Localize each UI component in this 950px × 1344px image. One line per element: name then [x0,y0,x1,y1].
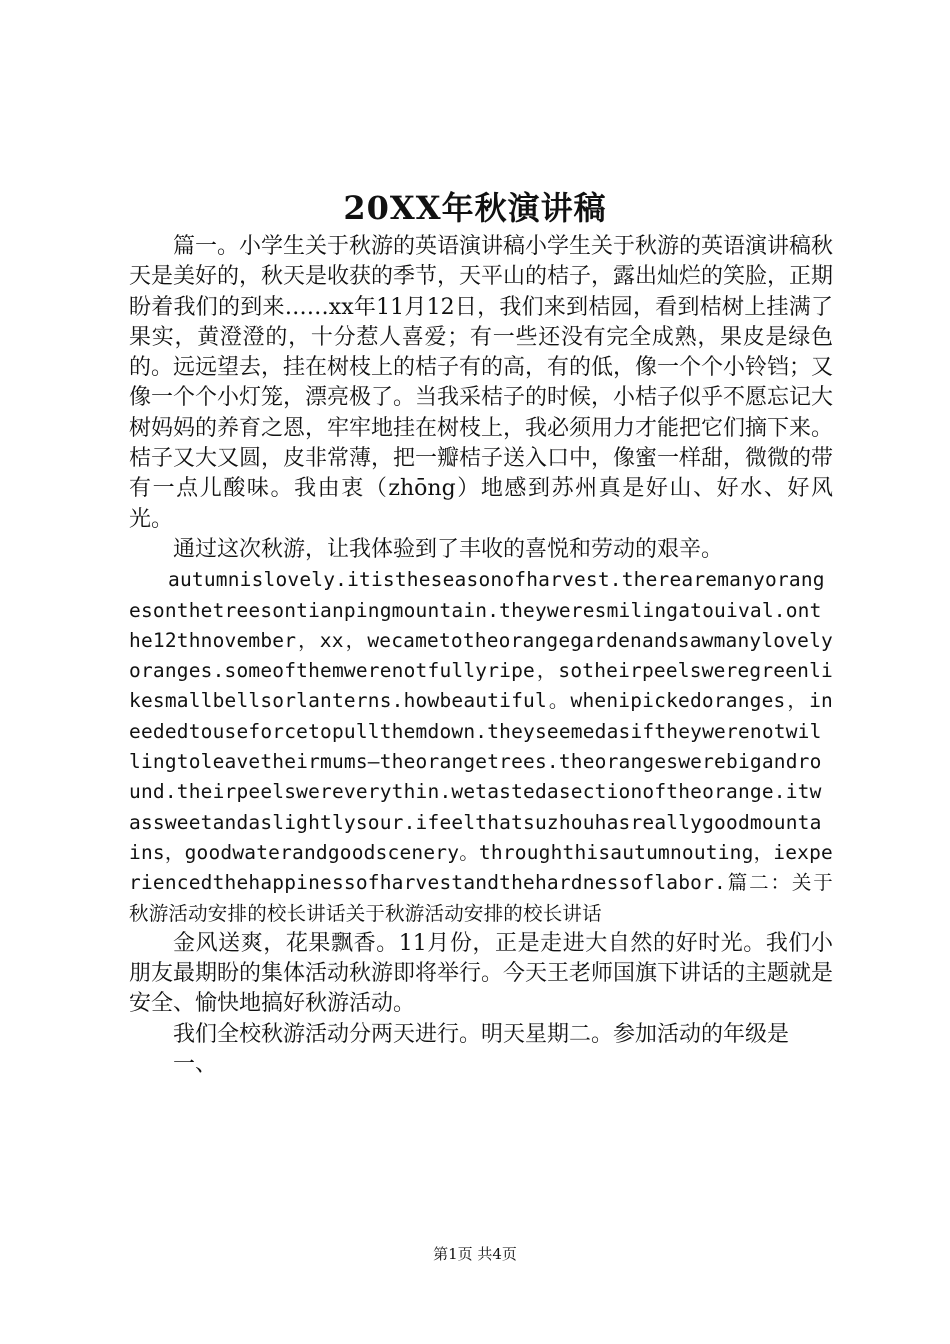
paragraph-5: 我们全校秋游活动分两天进行。明天星期二。参加活动的年级是 [173,1021,790,1047]
paragraph-4: 金风送爽，花果飘香。11月份，正是走进大自然的好时光。我们小朋友最期盼的集体活动秋游即将举行。今天王老师国旗下讲话的主题就是安全、愉快地搞好秋游活动。 [129,930,834,1017]
page-footer: 第1页 共4页 [433,1245,517,1263]
paragraph-2: 通过这次秋游，让我体验到了丰收的喜悦和劳动的艰辛。 [173,536,724,562]
document-body [129,232,833,1080]
document-title: 20XX年秋演讲稿 [343,189,607,227]
paragraph-1: 篇一。小学生关于秋游的英语演讲稿小学生关于秋游的英语演讲稿秋天是美好的，秋天是收获的季节，天平山的桔子，露出灿烂的笑脸，正期盼着我们的到来……xx年11月12日，我们来到桔园，看到桔树上挂满了果实，黄澄澄的，十分惹人喜爱；有一些还没有完全成熟，果皮是绿色的。远远望去，挂在树枝上的桔子有的高，有的低，像一个个小铃铛；又像一个个小灯笼，漂亮极了。当我采桔子的时候，小桔子似乎不愿忘记大树妈妈的养育之恩，牢牢地挂在树枝上，我必须用力才能把它们摘下来。桔子又大又圆，皮非常薄，把一瓣桔子送入口中，像蜜一样甜，微微的带有一点儿酸味。我由衷（zhōng）地感到苏州真是好山、好水、好风光。 [129,234,834,532]
paragraph-6: 一、 [173,1052,218,1078]
paragraph-3: autumnislovely.itistheseasonofharvest.therearemanyorangesonthetreesontianpingmountain.theyweresmilingatouival.onthe12thnovember，xx，wecametotheorangegardenandsawmanylovelyoranges.someofthemwerenotfullyripe，sotheirpeelsweregreenlikesmallbellsorlanterns.howbeautiful。whenipickedoranges，ineededtouseforcetopullthemdown.theyseemedasiftheywerenotwillingtoleavetheirmums—theorangetrees.theorangeswerebigandround.theirpeelswereverythin.wetastedasectionoftheorange.itwassweetandaslightlysour.ifeelthatsuzhouhasreallygoodmountains，goodwaterandgoodscenery。throughthisautumnouting，iexperiencedthehappinessofharvestandthehardnessoflabor.篇二：关于秋游活动安排的校长讲话关于秋游活动安排的校长讲话 [129,568,833,925]
